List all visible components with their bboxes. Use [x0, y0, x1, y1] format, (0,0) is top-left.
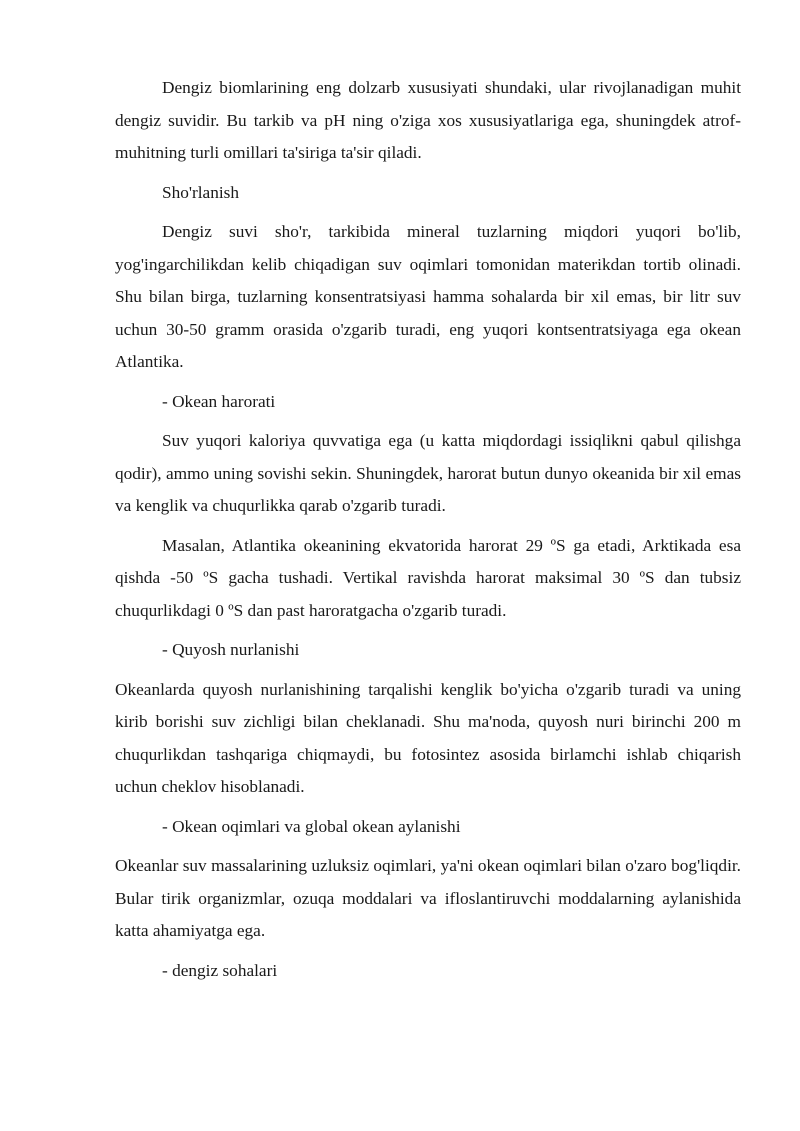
paragraph-temperature: Suv yuqori kaloriya quvvatiga ega (u katta miqdordagi issiqlikni qabul qilishga qodir), ammo uning sovishi sekin. Shuningdek, harorat butun dunyo okeanida bir xil emas va kenglik va chuqurlikka qarab o'zgarib turadi. [115, 431, 741, 515]
paragraph-intro: Dengiz biomlarining eng dolzarb xususiyati shundaki, ular rivojlanadigan muhit dengiz suvidir. Bu tarkib va pH ning o'ziga xos xususiyatlariga ega, shuningdek atrof-muhitning turli omillari ta'siriga ta'sir qiladi. [115, 78, 741, 162]
heading-ocean-temperature: - Okean harorati [162, 391, 276, 411]
paragraph-ocean-currents: Okeanlar suv massalarining uzluksiz oqimlari, ya'ni okean oqimlari bilan o'zaro bog'liqdir. Bular tirik organizmlar, ozuqa moddalari va ifloslantiruvchi moddalarning aylanishida katta ahamiyatga ega. [115, 856, 741, 940]
paragraph-salinity: Dengiz suvi sho'r, tarkibida mineral tuzlarning miqdori yuqori bo'lib, yog'ingarchilikdan kelib chiqadigan suv oqimlari tomonidan materikdan tortib olinadi. Shu bilan birga, tuzlarning konsentratsiyasi hamma sohalarda bir xil emas, bir litr suv uchun 30-50 gramm orasida o'zgarib turadi, eng yuqori kontsentratsiyaga ega okean Atlantika. [115, 222, 741, 371]
paragraph-temperature-example: Masalan, Atlantika okeanining ekvatorida harorat 29 ºS ga etadi, Arktikada esa qishda -50 ºS gacha tushadi. Vertikal ravishda harorat maksimal 30 ºS dan tubsiz chuqurlikdagi 0 ºS dan past haroratgacha o'zgarib turadi. [115, 535, 741, 620]
document-page [115, 72, 741, 994]
heading-marine-zones: - dengiz sohalari [162, 960, 278, 980]
paragraph-solar-radiation: Okeanlarda quyosh nurlanishining tarqalishi kenglik bo'yicha o'zgarib turadi va uning kirib borishi suv zichligi bilan cheklanadi. Shu ma'noda, quyosh nuri birinchi 200 m chuqurlikdan tashqariga chiqmaydi, bu fotosintez asosida birlamchi ishlab chiqarish uchun cheklov hisoblanadi. [115, 679, 741, 796]
heading-shorlanish: Sho'rlanish [162, 182, 240, 202]
heading-solar-radiation: - Quyosh nurlanishi [162, 640, 300, 659]
heading-ocean-currents: - Okean oqimlari va global okean aylanishi [162, 816, 461, 836]
